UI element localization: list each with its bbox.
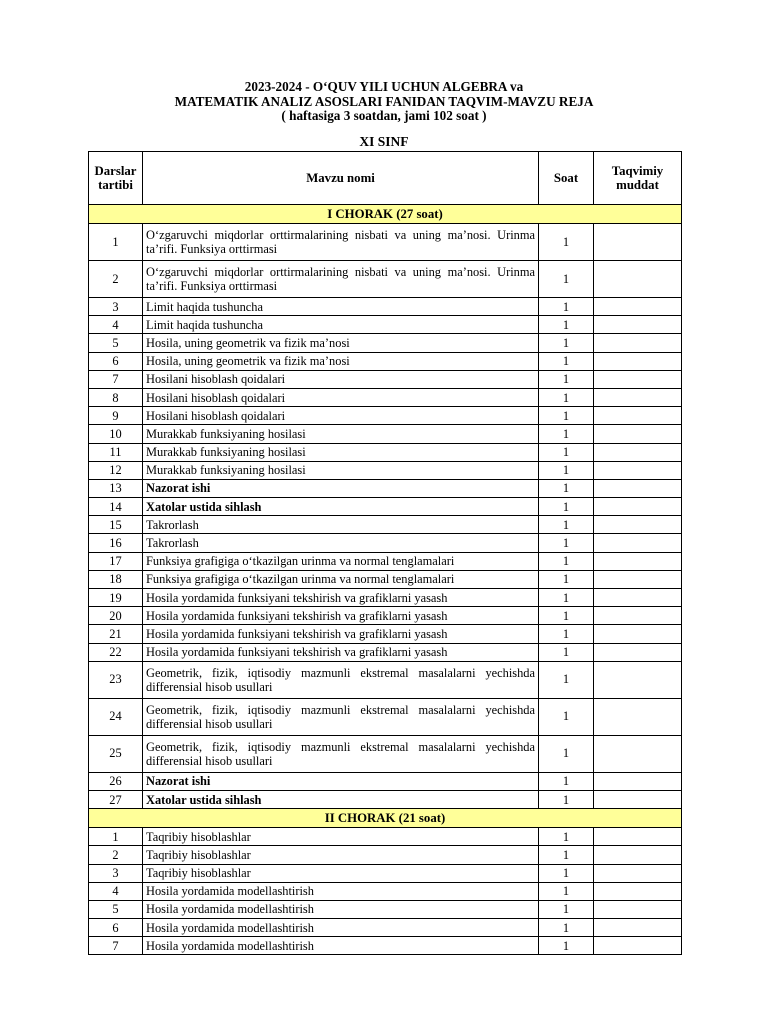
table-row: [89, 828, 682, 846]
table-row: [89, 919, 682, 937]
lesson-topic: Hosila yordamida funksiyani tekshirish va grafiklarni yasash: [143, 607, 539, 625]
lesson-deadline: [594, 534, 682, 552]
lesson-topic: Nazorat ishi: [143, 772, 539, 790]
lesson-deadline: [594, 698, 682, 735]
column-header-topic: Mavzu nomi: [143, 152, 539, 205]
lesson-topic: O‘zgaruvchi miqdorlar orttirmalarining nisbati va uning ma’nosi. Urinma ta’rifi. Funksiya orttirmasi: [143, 224, 539, 261]
lesson-deadline: [594, 388, 682, 406]
lesson-topic: Hosilani hisoblash qoidalari: [143, 407, 539, 425]
lesson-topic: Murakkab funksiyaning hosilasi: [143, 425, 539, 443]
lesson-topic: Taqribiy hisoblashlar: [143, 864, 539, 882]
lesson-hours: 1: [539, 425, 594, 443]
lesson-topic: Hosila yordamida funksiyani tekshirish va grafiklarni yasash: [143, 643, 539, 661]
table-row: [89, 407, 682, 425]
lesson-hours: 1: [539, 846, 594, 864]
table-row: [89, 937, 682, 955]
lesson-hours: 1: [539, 370, 594, 388]
section-row: [89, 205, 682, 224]
table-row: [89, 552, 682, 570]
lesson-number: 12: [89, 461, 143, 479]
lesson-hours: 1: [539, 352, 594, 370]
lesson-deadline: [594, 864, 682, 882]
lesson-deadline: [594, 828, 682, 846]
lesson-hours: 1: [539, 498, 594, 516]
lesson-number: 4: [89, 316, 143, 334]
lesson-hours: 1: [539, 698, 594, 735]
table-row: [89, 570, 682, 588]
lesson-topic: Limit haqida tushuncha: [143, 316, 539, 334]
lesson-hours: 1: [539, 261, 594, 298]
lesson-number: 17: [89, 552, 143, 570]
lesson-number: 7: [89, 937, 143, 955]
lesson-number: 9: [89, 407, 143, 425]
lesson-topic: Hosila, uning geometrik va fizik ma’nosi: [143, 352, 539, 370]
table-row: [89, 224, 682, 261]
lesson-deadline: [594, 261, 682, 298]
lesson-number: 16: [89, 534, 143, 552]
lesson-hours: 1: [539, 461, 594, 479]
lesson-topic: Murakkab funksiyaning hosilasi: [143, 461, 539, 479]
lesson-deadline: [594, 900, 682, 918]
lesson-deadline: [594, 552, 682, 570]
lesson-topic: Geometrik, fizik, iqtisodiy mazmunli ekstremal masalalarni yechishda differensial hisob usullari: [143, 698, 539, 735]
lesson-hours: 1: [539, 772, 594, 790]
lesson-number: 5: [89, 900, 143, 918]
lesson-deadline: [594, 919, 682, 937]
lesson-number: 22: [89, 643, 143, 661]
lesson-hours: 1: [539, 316, 594, 334]
lesson-number: 1: [89, 224, 143, 261]
lesson-number: 24: [89, 698, 143, 735]
lesson-topic: Hosila yordamida funksiyani tekshirish va grafiklarni yasash: [143, 589, 539, 607]
lesson-topic: Funksiya grafigiga o‘tkazilgan urinma va normal tenglamalari: [143, 570, 539, 588]
table-row: [89, 516, 682, 534]
lesson-number: 5: [89, 334, 143, 352]
lesson-hours: 1: [539, 864, 594, 882]
header-line-3: ( haftasiga 3 soatdan, jami 102 soat ): [281, 108, 487, 123]
lesson-hours: 1: [539, 828, 594, 846]
lesson-topic: Geometrik, fizik, iqtisodiy mazmunli ekstremal masalalarni yechishda differensial hisob usullari: [143, 735, 539, 772]
table-row: [89, 882, 682, 900]
table-row: [89, 534, 682, 552]
header-line-1: 2023-2024 - O‘QUV YILI UCHUN ALGEBRA va: [244, 79, 524, 94]
table-row: [89, 661, 682, 698]
lesson-hours: 1: [539, 735, 594, 772]
lesson-number: 3: [89, 298, 143, 316]
lesson-topic: Hosilani hisoblash qoidalari: [143, 388, 539, 406]
lesson-deadline: [594, 352, 682, 370]
table-row: [89, 864, 682, 882]
header-line-2: MATEMATIK ANALIZ ASOSLARI FANIDAN TAQVIM-MAVZU REJA: [174, 93, 594, 109]
lesson-number: 2: [89, 846, 143, 864]
lesson-deadline: [594, 479, 682, 497]
lesson-hours: 1: [539, 443, 594, 461]
lesson-number: 8: [89, 388, 143, 406]
lesson-number: 10: [89, 425, 143, 443]
lesson-number: 21: [89, 625, 143, 643]
lesson-hours: 1: [539, 919, 594, 937]
table-row: [89, 316, 682, 334]
lesson-hours: 1: [539, 589, 594, 607]
lesson-hours: 1: [539, 900, 594, 918]
lesson-number: 1: [89, 828, 143, 846]
lesson-topic: Hosila yordamida modellashtirish: [143, 900, 539, 918]
table-row: [89, 370, 682, 388]
section-row: [89, 809, 682, 828]
lesson-deadline: [594, 334, 682, 352]
lesson-hours: 1: [539, 643, 594, 661]
lesson-number: 26: [89, 772, 143, 790]
section-title: I CHORAK (27 soat): [89, 205, 682, 224]
lesson-hours: 1: [539, 407, 594, 425]
lesson-topic: Limit haqida tushuncha: [143, 298, 539, 316]
lesson-topic: Takrorlash: [143, 516, 539, 534]
lesson-number: 2: [89, 261, 143, 298]
lesson-number: 3: [89, 864, 143, 882]
table-row: [89, 900, 682, 918]
lesson-topic: Xatolar ustida sihlash: [143, 498, 539, 516]
table-row: [89, 790, 682, 808]
lesson-deadline: [594, 846, 682, 864]
table-row: [89, 425, 682, 443]
lesson-deadline: [594, 625, 682, 643]
lesson-deadline: [594, 607, 682, 625]
table-row: [89, 846, 682, 864]
table-row: [89, 443, 682, 461]
lesson-topic: Xatolar ustida sihlash: [143, 790, 539, 808]
lesson-topic: Hosilani hisoblash qoidalari: [143, 370, 539, 388]
table-row: [89, 261, 682, 298]
section-title: II CHORAK (21 soat): [89, 809, 682, 828]
lesson-topic: Hosila, uning geometrik va fizik ma’nosi: [143, 334, 539, 352]
lesson-topic: Funksiya grafigiga o‘tkazilgan urinma va normal tenglamalari: [143, 552, 539, 570]
schedule-table: [88, 151, 682, 955]
lesson-topic: Hosila yordamida funksiyani tekshirish va grafiklarni yasash: [143, 625, 539, 643]
column-header-hours: Soat: [539, 152, 594, 205]
lesson-topic: Nazorat ishi: [143, 479, 539, 497]
lesson-deadline: [594, 407, 682, 425]
lesson-hours: 1: [539, 937, 594, 955]
lesson-hours: 1: [539, 534, 594, 552]
lesson-deadline: [594, 316, 682, 334]
lesson-hours: 1: [539, 388, 594, 406]
table-row: [89, 625, 682, 643]
lesson-deadline: [594, 790, 682, 808]
lesson-deadline: [594, 661, 682, 698]
table-row: [89, 589, 682, 607]
lesson-deadline: [594, 937, 682, 955]
lesson-hours: 1: [539, 224, 594, 261]
table-row: [89, 498, 682, 516]
lesson-number: 6: [89, 919, 143, 937]
column-header-order: Darslar tartibi: [89, 152, 143, 205]
lesson-deadline: [594, 589, 682, 607]
table-row: [89, 643, 682, 661]
lesson-number: 18: [89, 570, 143, 588]
table-row: [89, 479, 682, 497]
lesson-hours: 1: [539, 479, 594, 497]
lesson-number: 4: [89, 882, 143, 900]
table-row: [89, 772, 682, 790]
lesson-hours: 1: [539, 552, 594, 570]
lesson-deadline: [594, 425, 682, 443]
lesson-number: 7: [89, 370, 143, 388]
lesson-deadline: [594, 498, 682, 516]
lesson-number: 27: [89, 790, 143, 808]
lesson-topic: Taqribiy hisoblashlar: [143, 846, 539, 864]
lesson-number: 11: [89, 443, 143, 461]
lesson-number: 13: [89, 479, 143, 497]
lesson-number: 19: [89, 589, 143, 607]
lesson-deadline: [594, 516, 682, 534]
lesson-number: 20: [89, 607, 143, 625]
lesson-hours: 1: [539, 790, 594, 808]
lesson-topic: O‘zgaruvchi miqdorlar orttirmalarining nisbati va uning ma’nosi. Urinma ta’rifi. Funksiya orttirmasi: [143, 261, 539, 298]
lesson-topic: Taqribiy hisoblashlar: [143, 828, 539, 846]
lesson-topic: Hosila yordamida modellashtirish: [143, 919, 539, 937]
lesson-topic: Geometrik, fizik, iqtisodiy mazmunli ekstremal masalalarni yechishda differensial hisob usullari: [143, 661, 539, 698]
lesson-deadline: [594, 570, 682, 588]
lesson-number: 23: [89, 661, 143, 698]
lesson-deadline: [594, 443, 682, 461]
column-header-deadline: Taqvimiy muddat: [594, 152, 682, 205]
lesson-deadline: [594, 643, 682, 661]
lesson-hours: 1: [539, 607, 594, 625]
lesson-topic: Hosila yordamida modellashtirish: [143, 937, 539, 955]
lesson-topic: Murakkab funksiyaning hosilasi: [143, 443, 539, 461]
lesson-hours: 1: [539, 570, 594, 588]
table-row: [89, 735, 682, 772]
lesson-deadline: [594, 461, 682, 479]
lesson-deadline: [594, 224, 682, 261]
lesson-deadline: [594, 298, 682, 316]
table-row: [89, 298, 682, 316]
lesson-hours: 1: [539, 661, 594, 698]
lesson-hours: 1: [539, 516, 594, 534]
schedule-table-body: [89, 205, 682, 955]
table-row: [89, 388, 682, 406]
table-row: [89, 334, 682, 352]
lesson-hours: 1: [539, 334, 594, 352]
table-row: [89, 698, 682, 735]
lesson-hours: 1: [539, 625, 594, 643]
table-row: [89, 607, 682, 625]
table-row: [89, 461, 682, 479]
lesson-hours: 1: [539, 882, 594, 900]
lesson-topic: Hosila yordamida modellashtirish: [143, 882, 539, 900]
lesson-number: 15: [89, 516, 143, 534]
class-title: XI SINF: [359, 134, 409, 149]
lesson-deadline: [594, 772, 682, 790]
lesson-deadline: [594, 370, 682, 388]
lesson-deadline: [594, 882, 682, 900]
lesson-number: 25: [89, 735, 143, 772]
lesson-number: 14: [89, 498, 143, 516]
table-row: [89, 352, 682, 370]
lesson-topic: Takrorlash: [143, 534, 539, 552]
lesson-number: 6: [89, 352, 143, 370]
lesson-deadline: [594, 735, 682, 772]
document-header: [88, 80, 680, 124]
lesson-hours: 1: [539, 298, 594, 316]
